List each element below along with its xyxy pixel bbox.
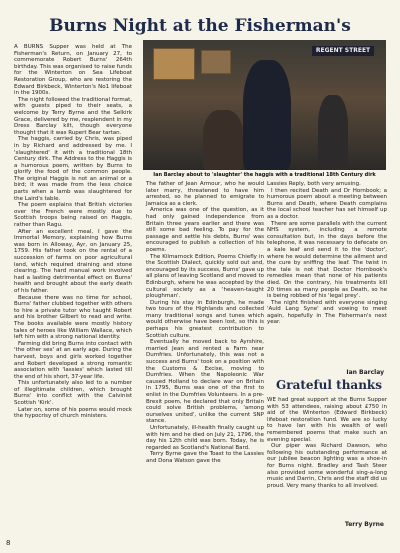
wall-poster bbox=[153, 48, 195, 80]
seated-guest bbox=[203, 110, 243, 170]
paragraph: Later on, some of his poems would mock the hypocrisy of church ministers. bbox=[14, 406, 132, 420]
paragraph: Farming did bring Burns into contact with 'the other sex' at an early age. During the harvest, boys and girls worked together and Robert developed a strong romantic association with 'lassies' which lasted till the end of his short, 37-year life. bbox=[14, 340, 132, 380]
thanks-heading: Grateful thanks bbox=[276, 378, 382, 392]
paragraph: Lassies Reply, both very amusing. bbox=[267, 181, 361, 187]
paragraph: During his stay in Edinburgh, he made two tours of the Highlands and collected many traditional songs and tunes which would otherwise have been lost, so this is perhaps his greatest contribution to Scottish culture. bbox=[146, 299, 264, 339]
paragraph: Eventually he moved back to Ayrshire, married Jean and rented a Farm near Dumfries. Unfortunately, this was not a success and Burns' took on a position with the Customs & Excise, moving to Dumfries. When the Napoleonic War caused Holland to declare war on Britain in 1795, Burns was one of the first to enlist in the Dumfries Volunteers. In a pre-Brexit poem, he declared that only Britain could solve British problems, 'among ourselves united', unlike the current SNP stance. bbox=[146, 339, 264, 425]
paragraph: Our piper was Richard Dawson, who following his outstanding performance at our jubilee beacon lighting was a shoe-in for Burns night. Bradley and Tash Steer also provided some wonderful sing-a-long music and Darrin, Chris and the staff did us proud. Very many thanks to all involved. bbox=[267, 443, 387, 489]
street-sign: REGENT STREET bbox=[312, 46, 374, 56]
paragraph: A BURNS Supper was held at The Fisherman's Return, on January 27, to commemorate Robert Burns' 264th birthday. This was organised to raise funds for the Winterton on Sea Lifeboat Restoration Group, who are restoring the Edward Birkbeck, Winterton's No1 lifeboat in the 1900s. bbox=[14, 44, 132, 97]
paragraph: The haggis, carried by Chris, was piped in by Richard and addressed by me. I 'slaughtered' it with a traditional 18th Century dirk. The Address to the Haggis is a humorous poem, written by Burns to glorify the food of the common people. The original Haggis is not an animal or a bird; it was made from the less choice parts when a lamb was slaughtered for the Laird's table. bbox=[14, 136, 132, 202]
paragraph: The night followed the traditional format, with guests piped to their seats, a welcome by Terry Byrne and the Selkirk Grace, delivered by me, resplendent in my Dress Barclay kilt, though everyone thought that it was Rupert Bear tartan. bbox=[14, 96, 132, 136]
paragraph: I then recited Death and Dr Hornbook; a humorous poem about a meeting between Burns and Death, where Death complains the local school teacher has set himself up as a doctor. bbox=[267, 187, 387, 220]
paragraph: The poem explains that British victories over the French were mostly due to Scottish troops being raised on Haggis, rather than Ragu. bbox=[14, 202, 132, 229]
page-number: 8 bbox=[6, 539, 11, 547]
thanks-byline: Terry Byrne bbox=[344, 521, 384, 528]
paragraph: Terry Byrne gave the Toast to the Lassies and Dona Watson gave the bbox=[146, 451, 264, 464]
man-with-dirk bbox=[243, 60, 291, 170]
photo-caption: Ian Barclay about to 'slaughter' the haggis with a traditional 18th Century dirk bbox=[153, 172, 376, 178]
article-column-3 bbox=[267, 181, 387, 326]
article-byline: Ian Barclay bbox=[346, 369, 384, 376]
paragraph: Because there was no time for school, Burns' father clubbed together with others to hire a private tutor who taught Robert and his brother Gilbert to read and write. The books available were mostly history tales of heroes like William Wallace, which left him with a strong national identity. bbox=[14, 294, 132, 341]
paragraph: After an excellent meal, I gave the Immortal Memory, explaining how Burns was born in Alloway, Ayr, on January 25, 1759. His father took on the rental of a succession of farms on poor agricultural land, which required draining and stone clearing. The hard manual work involved had a lasting detrimental effect on Burns' health and brought about the early death of his father. bbox=[14, 228, 132, 294]
piper bbox=[318, 95, 348, 170]
paragraph: WE had great support at the Burns Supper with 53 attendees, raising about £750 in aid of the Winterton (Edward Birkbeck) lifeboat restoration fund. We are so lucky to have Ian with his wealth of well remembered poems that make such an evening special. bbox=[267, 397, 387, 443]
wall-poster bbox=[201, 50, 231, 74]
paragraph: Unfortunately, ill-health finally caught up with him and he died on July 21, 1796, the day his 12th child was born. Today, he is regarded as Scotland's National Bard. bbox=[146, 424, 264, 451]
article-column-2 bbox=[146, 181, 264, 465]
paragraph: America was one of the question, as it had only gained independence from Britain three years earlier and there was still some bad feeling. To pay for the passage and settle his debts, Burns' was encouraged to publish a collection of his poems. bbox=[146, 207, 264, 253]
paragraph: There are some parallels with the current NHS system, including a remote consultation but, in the days before the telephone, it was necessary to defecate on a kale leaf and send it to the 'doctor', where he would determine the ailment and the cure by sniffing the leaf. The twist in the tale is not that Doctor Hornbook's remedies mean that none of his patients died. On the contrary, his treatments kill 20 times as many people as Death, so he is being robbed of his 'legal prey'. bbox=[267, 220, 387, 300]
article-photo bbox=[143, 40, 386, 170]
article-title: Burns Night at the Fisherman's bbox=[49, 16, 351, 36]
paragraph: The father of Jean Armour, who he would later marry, threatened to have him arrested, so he planned to emigrate to Jamaica as a clerk. bbox=[146, 181, 264, 207]
paragraph: This unfortunately also led to a number of illegitimate children, which brought Burns' into conflict with the Calvinist Scottish 'Kirk'. bbox=[14, 380, 132, 407]
paragraph: The night finished with everyone singing 'Auld Lang Syne' and vowing to meet again, hopefully in The Fisherman's next year. bbox=[267, 299, 387, 326]
article-column-1 bbox=[14, 44, 132, 420]
paragraph: The Kilmarnock Edition, Poems Chiefly in the Scottish Dialect, quickly sold out and, encouraged by its success, Burns' gave up all plans of leaving Scotland and moved to Edinburgh, where he was accepted by the cultural society as a 'heaven-taught ploughman'. bbox=[146, 253, 264, 300]
thanks-body bbox=[267, 397, 387, 489]
